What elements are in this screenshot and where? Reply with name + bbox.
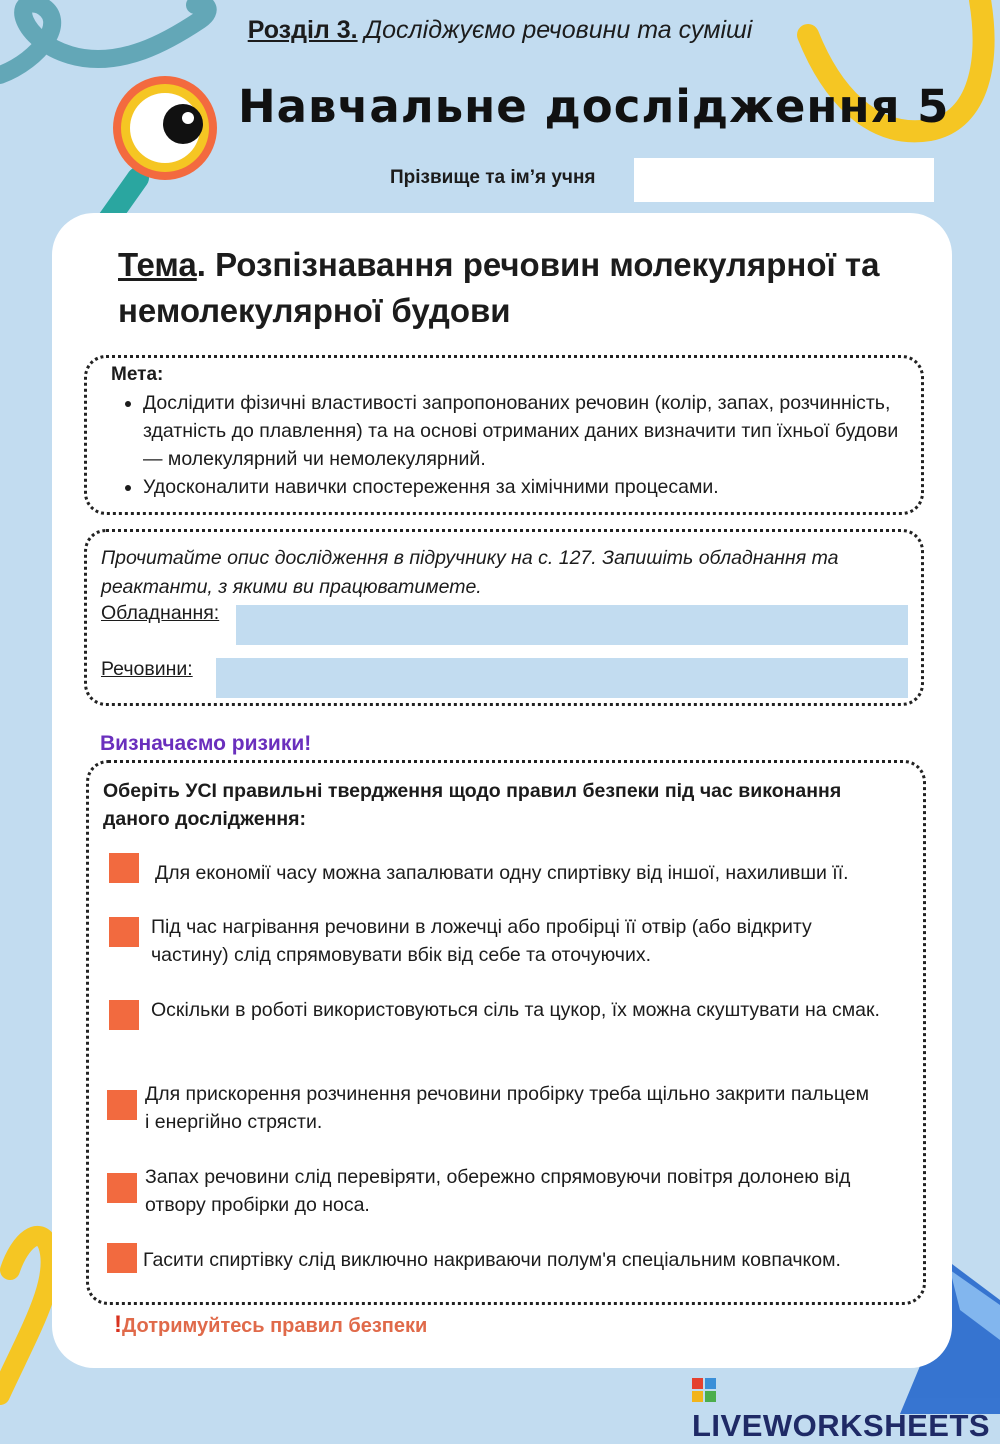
student-name-label: Прізвище та ім’я учня (390, 167, 596, 188)
topic-title (118, 242, 918, 334)
goal-heading: Мета: (111, 364, 164, 385)
risk-checkbox[interactable] (107, 1090, 137, 1120)
brand-logo (692, 1372, 1000, 1444)
warning-text: Дотримуйтесь правил безпеки (122, 1315, 428, 1337)
safety-warning (114, 1311, 427, 1339)
section-label: Розділ 3. (247, 16, 358, 44)
goal-item: • Дослідити фізичні властивості запропонованих речовин (колір, запах, розчинність, здатність до плавлення) та на основі отриманих даних визначити тип їхньої будови — молекулярний чи немолекулярний. (143, 389, 903, 473)
risk-checkbox[interactable] (107, 1243, 137, 1273)
risk-checkbox[interactable] (107, 1173, 137, 1203)
goal-list (111, 389, 903, 501)
brand-text: LIVEWORKSHEETS (692, 1408, 991, 1443)
risk-option-text: Запах речовини слід перевіряти, обережно спрямовуючи повітря долонею від отвору пробірки до носа. (145, 1166, 851, 1216)
risk-option-text: Для економії часу можна запалювати одну спиртівку від іншої, нахиливши її. (155, 862, 849, 884)
student-name-input[interactable] (634, 158, 934, 202)
risks-box (86, 760, 926, 1305)
section-text: Досліджуємо речовини та суміші (357, 16, 753, 44)
risk-checkbox[interactable] (109, 1000, 139, 1030)
equipment-instruction: Прочитайте опис дослідження в підручнику на с. 127. Запишіть обладнання та реактанти, з якими ви працюватимете. (101, 547, 839, 598)
yellow-swirl-bottom (0, 1236, 51, 1395)
risk-checkbox[interactable] (109, 853, 139, 883)
topic-label: Тема (118, 246, 197, 283)
topic-dot: . (196, 246, 206, 283)
risk-checkbox[interactable] (109, 917, 139, 947)
risks-question: Оберіть УСІ правильні твердження щодо правил безпеки під час виконання даного дослідження: (103, 780, 842, 830)
section-title (0, 16, 1000, 45)
goal-box (84, 355, 924, 515)
substances-input[interactable] (216, 658, 908, 698)
page-title: Навчальне дослідження 5 (238, 80, 950, 133)
risk-option-text: Гасити спиртівку слід виключно накриваючи полум'я спеціальним ковпачком. (143, 1249, 841, 1271)
equipment-box (84, 529, 924, 706)
equipment-label: Обладнання: (101, 602, 220, 624)
goal-item: • Удосконалити навички спостереження за хімічними процесами. (143, 473, 903, 501)
risk-option-text: Під час нагрівання речовини в ложечці або пробірці її отвір (або відкриту частину) слід спрямовувати вбік від себе та оточуючих. (151, 916, 812, 966)
equipment-input[interactable] (236, 605, 908, 645)
liveworksheets-icon (692, 1378, 716, 1402)
risk-option-text: Оскільки в роботі використовуються сіль та цукор, їх можна скуштувати на смак. (151, 999, 880, 1021)
substances-label: Речовини: (101, 658, 193, 680)
warning-icon: ! (114, 1311, 122, 1338)
risks-heading: Визначаємо ризики! (100, 732, 312, 755)
risk-option-text: Для прискорення розчинення речовини пробірку треба щільно закрити пальцем і енергійно стрясти. (145, 1083, 870, 1133)
topic-text: Розпізнавання речовин молекулярної та немолекулярної будови (118, 246, 880, 329)
